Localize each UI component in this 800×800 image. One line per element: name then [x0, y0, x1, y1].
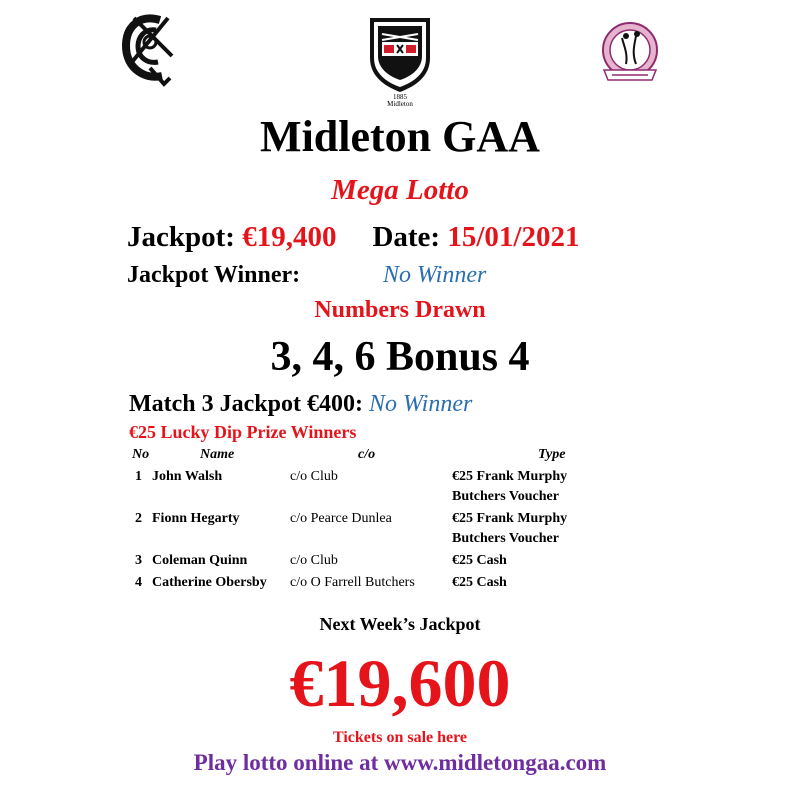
row-type: €25 Cash: [452, 553, 507, 568]
row-name: Coleman Quinn: [152, 553, 248, 568]
crest-town: Midleton: [387, 100, 413, 108]
play-online-link[interactable]: Play lotto online at www.midletongaa.com: [193, 750, 607, 775]
row-type: €25 Frank Murphy Butchers Voucher: [452, 469, 568, 504]
row-co: c/o Club: [290, 553, 338, 568]
match3-line: [129, 389, 472, 419]
tickets-on-sale: Tickets on sale here: [332, 729, 468, 746]
column-header-co: c/o: [358, 447, 376, 462]
midleton-crest-logo: [364, 14, 436, 108]
row-co: c/o O Farrell Butchers: [290, 575, 415, 590]
lucky-dip-heading: €25 Lucky Dip Prize Winners: [129, 422, 357, 442]
row-name: Fionn Hegarty: [152, 511, 240, 526]
numbers-drawn-heading: Numbers Drawn: [314, 297, 486, 323]
column-header-no: No: [132, 447, 150, 462]
row-no: 3: [135, 553, 142, 568]
page-subtitle: Mega Lotto: [331, 174, 469, 206]
draw-date: 15/01/2021: [447, 221, 580, 253]
midleton-camogie-logo: [596, 20, 664, 86]
next-week-jackpot-amount: €19,600: [289, 645, 511, 721]
camogie-association-logo: [120, 12, 182, 87]
numbers-drawn: 3, 4, 6 Bonus 4: [270, 334, 530, 380]
row-no: 4: [135, 575, 142, 590]
row-no: 1: [135, 469, 142, 484]
row-co: c/o Pearce Dunlea: [290, 511, 392, 526]
jackpot-winner-line: [127, 260, 487, 290]
jackpot-line: [127, 220, 579, 254]
jackpot-label: Jackpot:: [127, 221, 235, 253]
match3-value: No Winner: [368, 391, 473, 417]
date-label: Date:: [372, 221, 441, 253]
jackpot-winner-label: Jackpot Winner:: [127, 262, 301, 288]
row-type: €25 Cash: [452, 575, 507, 590]
jackpot-winner-value: No Winner: [383, 262, 487, 288]
next-week-jackpot-label: Next Week’s Jackpot: [319, 614, 481, 634]
page-title: Midleton GAA: [260, 112, 540, 161]
jackpot-amount: €19,400: [242, 221, 337, 253]
row-name: Catherine Obersby: [152, 575, 267, 590]
column-header-type: Type: [538, 447, 566, 462]
row-no: 2: [135, 511, 142, 526]
crest-year: 1885: [393, 93, 407, 101]
row-type: €25 Frank Murphy Butchers Voucher: [452, 511, 568, 546]
row-co: c/o Club: [290, 469, 338, 484]
column-header-name: Name: [200, 447, 235, 462]
row-name: John Walsh: [152, 469, 223, 484]
match3-label: Match 3 Jackpot €400:: [129, 391, 363, 417]
